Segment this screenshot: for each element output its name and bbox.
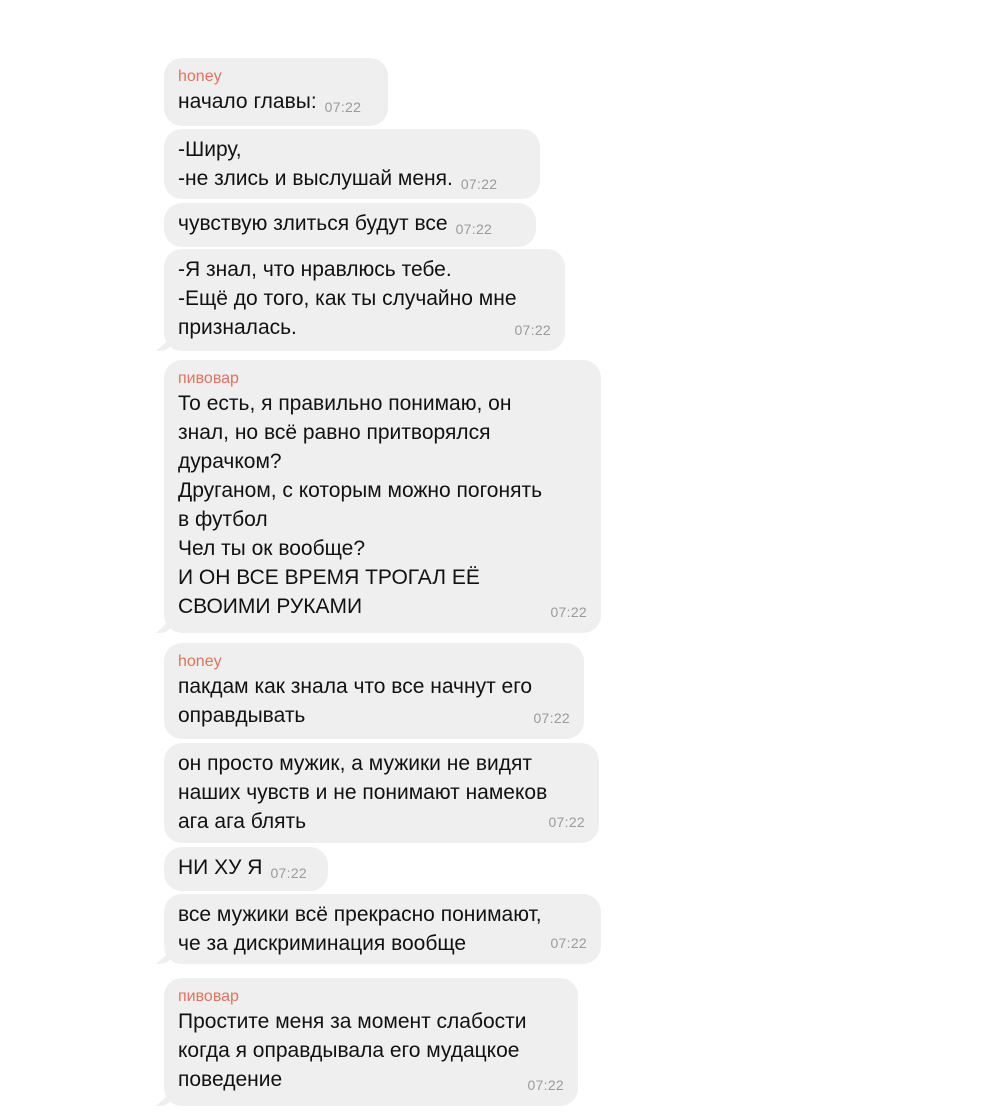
message-text: -Я знал, что нравлюсь тебе. -Ещё до того, как ты случайно мне призналась. [178, 258, 517, 339]
message-text: чувствую злиться будут все [178, 212, 448, 235]
message-text: -Ширу, -не злись и выслушай меня. [178, 138, 453, 190]
message-time: 07:22 [514, 322, 551, 338]
message-text: все мужики всё прекрасно понимают, че за дискриминация вообще [178, 903, 542, 955]
message-time: 07:22 [527, 1077, 564, 1093]
message-text: начало главы: [178, 90, 317, 113]
message-bubble[interactable] [164, 129, 540, 199]
sender-name: пивовар [178, 370, 239, 387]
message-time: 07:22 [324, 99, 362, 115]
message-time: 07:22 [270, 865, 307, 881]
sender-name: honey [178, 653, 222, 670]
message-bubble[interactable] [164, 894, 601, 964]
message-text: Простите меня за момент слабости когда я оправдывала его мудацкое поведение [178, 1010, 527, 1091]
message-bubble[interactable] [164, 743, 599, 843]
sender-name: пивовар [178, 988, 239, 1005]
message-bubble[interactable] [164, 249, 565, 351]
message-text: пакдам как знала что все начнут его оправдывать [178, 675, 533, 727]
message-bubble[interactable] [164, 203, 536, 247]
message-bubble[interactable] [164, 58, 388, 126]
message-time: 07:22 [550, 935, 587, 951]
message-time: 07:22 [548, 814, 585, 830]
message-bubble[interactable] [164, 360, 601, 633]
message-bubble[interactable] [164, 978, 578, 1106]
sender-name: honey [178, 68, 222, 85]
message-text: То есть, я правильно понимаю, он знал, но всё равно притворялся дурачком? Друганом, с которым можно погонять в футбол Чел ты ок вообще? И ОН ВСЕ ВРЕМЯ ТРОГАЛ ЕЁ СВОИМИ РУКАМИ [178, 392, 543, 618]
message-time: 07:22 [550, 604, 587, 620]
message-bubble[interactable] [164, 643, 584, 739]
message-bubble[interactable] [164, 847, 328, 891]
message-time: 07:22 [460, 176, 498, 192]
message-text: НИ ХУ Я [178, 856, 263, 879]
message-text: он просто мужик, а мужики не видят наших чувств и не понимают намеков ага ага блять [178, 752, 548, 833]
message-time: 07:22 [533, 710, 570, 726]
message-time: 07:22 [455, 221, 493, 237]
